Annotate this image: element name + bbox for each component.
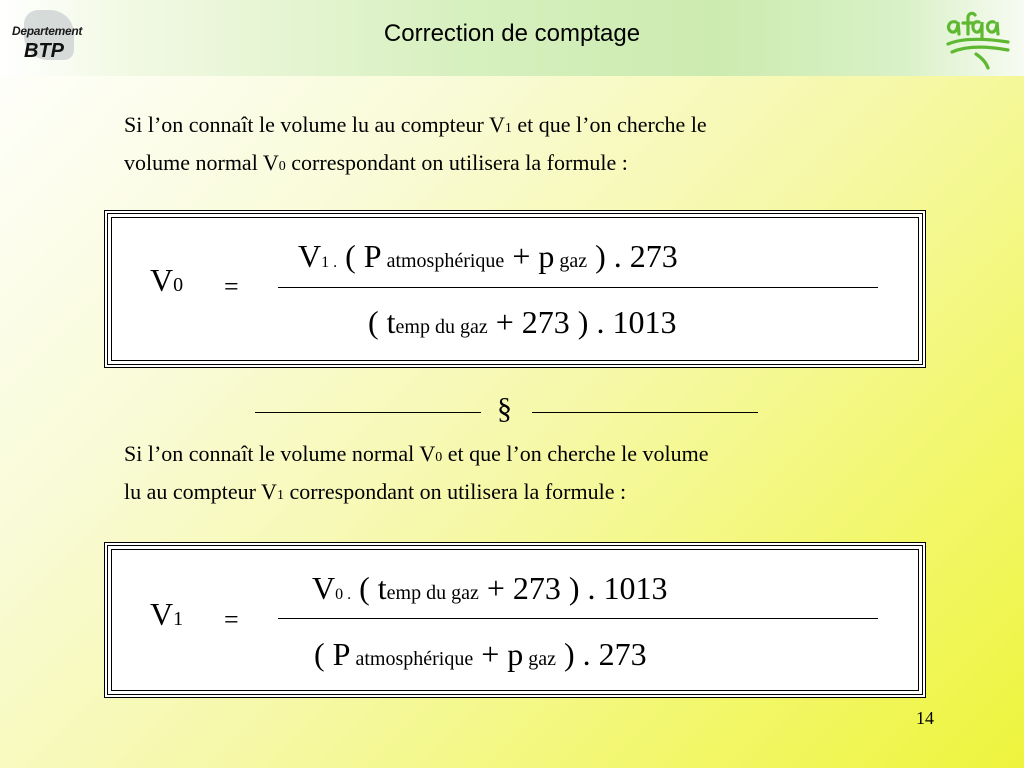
intro2-text-cont: et que l’on cherche le volume (442, 441, 709, 466)
intro1-text-cont: et que l’on cherche le (511, 112, 707, 137)
intro1-sub2: 0 (278, 159, 286, 174)
formula2-lhs: V1 (150, 596, 184, 632)
formula1-denominator: ( temp du gaz + 273 ) . 1013 (368, 304, 677, 340)
formula1-numerator: V1 . ( P atmosphérique + p gaz ) . 273 (298, 238, 678, 274)
formula1-equals: = (224, 272, 239, 301)
separator-line-left (255, 412, 481, 413)
logo-departement-text: Departement (12, 24, 83, 38)
intro-paragraph-1 (124, 108, 904, 184)
slide-title: Correction de comptage (383, 20, 641, 47)
formula2-equals: = (224, 605, 239, 634)
intro2-line2: lu au compteur V (124, 479, 277, 504)
intro-paragraph-2 (124, 437, 904, 513)
intro2-sub: 0 (435, 450, 443, 465)
formula1-fraction-bar (278, 287, 878, 288)
formula2-fraction-bar (278, 618, 878, 619)
afpa-logo (942, 8, 1014, 70)
intro2-line2-cont: correspondant on utilisera la formule : (283, 479, 627, 504)
intro1-sub: 1 (504, 121, 512, 136)
formula2-numerator: V0 . ( temp du gaz + 273 ) . 1013 (312, 570, 668, 606)
intro1-line2-cont: correspondant on utilisera la formule : (285, 150, 628, 175)
intro1-text: Si l’on connaît le volume lu au compteur V (124, 112, 505, 137)
logo-btp-text: BTP (24, 40, 64, 62)
section-symbol: § (497, 392, 512, 425)
intro2-text: Si l’on connaît le volume normal V (124, 441, 436, 466)
page-number: 14 (916, 708, 934, 728)
formula2-denominator: ( P atmosphérique + p gaz ) . 273 (314, 636, 647, 672)
intro2-sub2: 1 (276, 488, 284, 503)
separator-line-right (532, 412, 758, 413)
formula1-lhs: V0 (150, 262, 184, 298)
intro1-line2: volume normal V (124, 150, 279, 175)
